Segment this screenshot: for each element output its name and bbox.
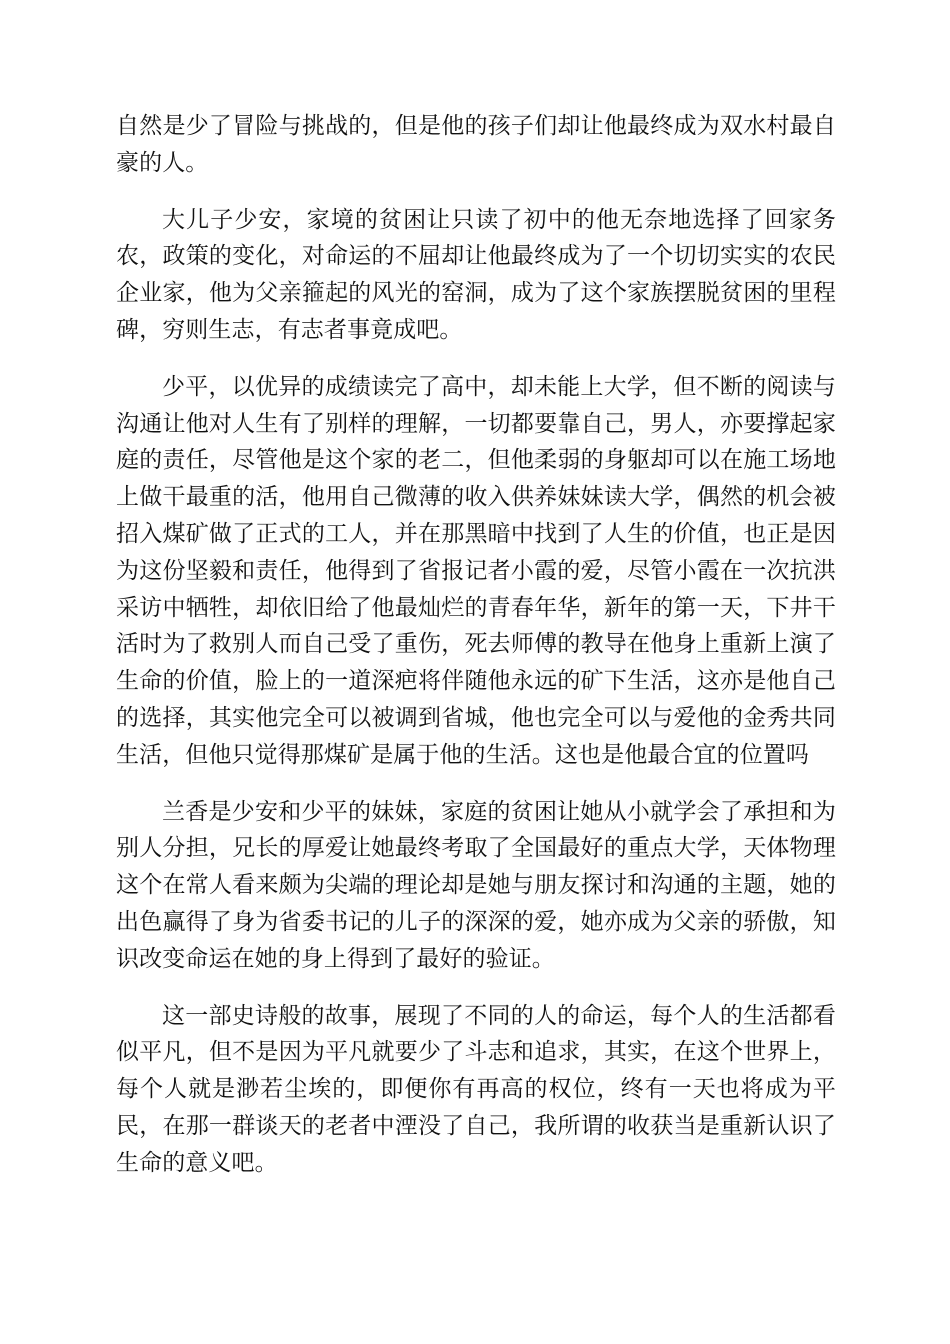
paragraph-shaoan: 大儿子少安，家境的贫困让只读了初中的他无奈地选择了回家务农，政策的变化，对命运的不屈却让他最终成为了一个切切实实的农民企业家，他为父亲箍起的风光的窑洞，成为了这个家族摆脱贫困的里程碑，穷则生志，有志者事竟成吧。 [116, 206, 836, 343]
paragraph-conclusion: 这一部史诗般的故事，展现了不同的人的命运，每个人的生活都看似平凡，但不是因为平凡就要少了斗志和追求，其实，在这个世界上，每个人就是渺若尘埃的，即便你有再高的权位，终有一天也将成为平民，在那一群谈天的老者中湮没了自己，我所谓的收获当是重新认识了生命的意义吧。 [116, 1002, 836, 1176]
paragraph-lanxiang: 兰香是少安和少平的妹妹，家庭的贫困让她从小就学会了承担和为别人分担，兄长的厚爱让她最终考取了全国最好的重点大学，天体物理这个在常人看来颇为尖端的理论却是她与朋友探讨和沟通的主题，她的出色赢得了身为省委书记的儿子的深深的爱，她亦成为父亲的骄傲，知识改变命运在她的身上得到了最好的验证。 [116, 798, 836, 972]
paragraph-shaoping: 少平，以优异的成绩读完了高中，却未能上大学，但不断的阅读与沟通让他对人生有了别样的理解，一切都要靠自己，男人，亦要撑起家庭的责任，尽管他是这个家的老二，但他柔弱的身躯却可以在施工场地上做干最重的活，他用自己微薄的收入供养妹妹读大学，偶然的机会被招入煤矿做了正式的工人，并在那黑暗中找到了人生的价值，也正是因为这份坚毅和责任，他得到了省报记者小霞的爱，尽管小霞在一次抗洪采访中牺牲，却依旧给了他最灿烂的青春年华，新年的第一天，下井干活时为了救别人而自己受了重伤，死去师傅的教导在他身上重新上演了生命的价值，脸上的一道深疤将伴随他永远的矿下生活，这亦是他自己的选择，其实他完全可以被调到省城，他也完全可以与爱他的金秀共同生活，但他只觉得那煤矿是属于他的生活。这也是他最合宜的位置吗 [116, 373, 836, 768]
paragraph-continuation: 自然是少了冒险与挑战的，但是他的孩子们却让他最终成为双水村最自豪的人。 [116, 113, 836, 176]
document-page [116, 108, 836, 1202]
